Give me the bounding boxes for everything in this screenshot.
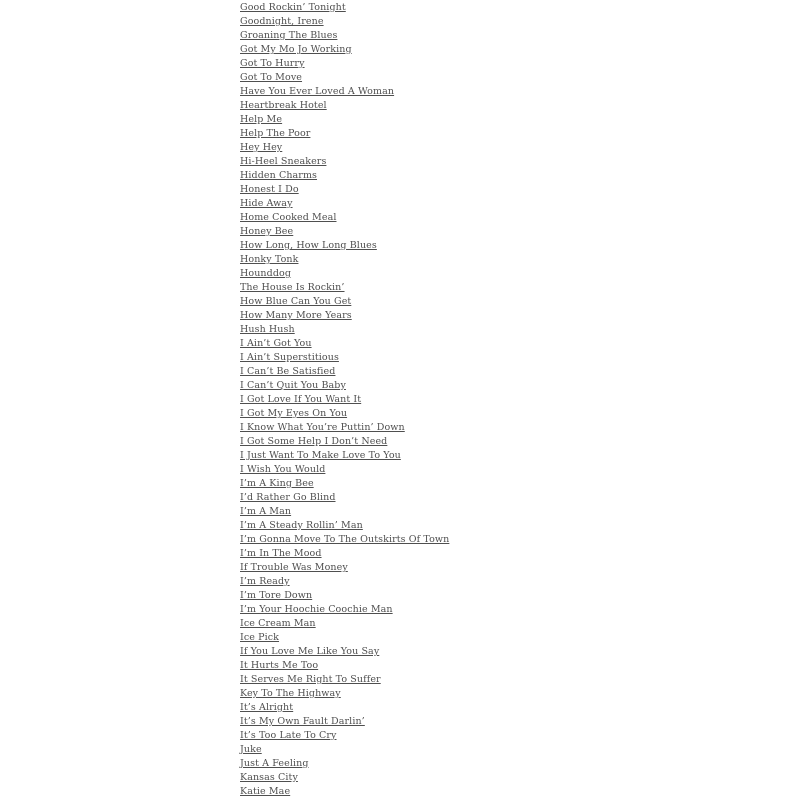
song-title-link[interactable]: I Got Love If You Want It [240,394,362,405]
list-item [240,643,449,657]
song-title-link[interactable]: Ice Pick [240,632,280,643]
list-item [240,461,449,475]
song-title-link[interactable]: I’m A King Bee [240,478,314,489]
list-item [240,489,449,503]
list-item [240,685,449,699]
list-item [240,167,449,181]
list-item [240,27,449,41]
song-title-link[interactable]: It’s Too Late To Cry [240,730,337,741]
list-item [240,195,449,209]
list-item [240,615,449,629]
list-item [240,13,449,27]
song-title-link[interactable]: I Got My Eyes On You [240,408,348,419]
list-item [240,587,449,601]
list-item [240,741,449,755]
list-item [240,307,449,321]
list-item [240,377,449,391]
song-title-link[interactable]: It’s Alright [240,702,294,713]
list-item [240,265,449,279]
song-title-link[interactable]: Hide Away [240,198,293,209]
song-title-link[interactable]: I’d Rather Go Blind [240,492,336,503]
list-item [240,321,449,335]
list-item [240,545,449,559]
list-item [240,97,449,111]
song-title-link[interactable]: Hey Hey [240,142,283,153]
song-title-link[interactable]: I’m In The Mood [240,548,322,559]
song-title-link[interactable]: Got My Mo Jo Working [240,44,352,55]
list-item [240,139,449,153]
song-title-link[interactable]: Heartbreak Hotel [240,100,327,111]
song-title-link[interactable]: I Just Want To Make Love To You [240,450,401,461]
song-title-link[interactable]: I’m A Steady Rollin’ Man [240,520,363,531]
song-title-link[interactable]: It Hurts Me Too [240,660,319,671]
list-item [240,83,449,97]
song-title-link[interactable]: How Long, How Long Blues [240,240,377,251]
list-item [240,517,449,531]
song-title-link[interactable]: Honest I Do [240,184,299,195]
list-item [240,0,449,13]
list-item [240,755,449,769]
song-title-link[interactable]: I Ain’t Superstitious [240,352,339,363]
list-item [240,41,449,55]
list-item [240,279,449,293]
list-item [240,405,449,419]
list-item [240,125,449,139]
song-title-link[interactable]: Honey Bee [240,226,294,237]
song-title-link[interactable]: I Can’t Quit You Baby [240,380,346,391]
song-title-link[interactable]: I Know What You’re Puttin’ Down [240,422,405,433]
song-title-link[interactable]: Just A Feeling [240,758,309,769]
list-item [240,503,449,517]
song-title-link[interactable]: I Can’t Be Satisfied [240,366,336,377]
song-title-link[interactable]: Hidden Charms [240,170,318,181]
song-title-link[interactable]: Key To The Highway [240,688,341,699]
song-title-link[interactable]: How Many More Years [240,310,352,321]
song-title-link[interactable]: I’m Tore Down [240,590,313,601]
song-title-link[interactable]: Got To Hurry [240,58,305,69]
list-item [240,601,449,615]
list-item [240,433,449,447]
list-item [240,573,449,587]
list-item [240,237,449,251]
list-item [240,727,449,741]
song-title-link[interactable]: Good Rockin’ Tonight [240,2,346,13]
list-item [240,69,449,83]
list-item [240,629,449,643]
song-title-link[interactable]: I Got Some Help I Don’t Need [240,436,388,447]
song-title-link[interactable]: I’m Ready [240,576,290,587]
list-item [240,55,449,69]
song-title-link[interactable]: It’s My Own Fault Darlin’ [240,716,365,727]
song-title-link[interactable]: Home Cooked Meal [240,212,337,223]
song-title-link[interactable]: How Blue Can You Get [240,296,352,307]
list-item [240,699,449,713]
song-title-link[interactable]: Hush Hush [240,324,295,335]
list-item [240,153,449,167]
list-item [240,671,449,685]
list-item [240,475,449,489]
song-title-link[interactable]: Juke [240,744,262,755]
song-title-link[interactable]: Kansas City [240,772,298,783]
song-title-link[interactable]: Honky Tonk [240,254,299,265]
list-item [240,769,449,783]
song-title-link[interactable]: Katie Mae [240,786,291,797]
song-title-link[interactable]: Got To Move [240,72,303,83]
song-title-link[interactable]: Ice Cream Man [240,618,316,629]
song-title-link[interactable]: Have You Ever Loved A Woman [240,86,395,97]
list-item [240,209,449,223]
list-item [240,111,449,125]
list-item [240,713,449,727]
song-title-link[interactable]: I Wish You Would [240,464,326,475]
song-title-list [240,0,449,797]
song-title-link[interactable]: The House Is Rockin’ [240,282,345,293]
song-title-link[interactable]: It Serves Me Right To Suffer [240,674,381,685]
song-title-link[interactable]: I’m Your Hoochie Coochie Man [240,604,393,615]
list-item [240,363,449,377]
song-title-link[interactable]: Hounddog [240,268,292,279]
song-title-link[interactable]: Help Me [240,114,283,125]
list-item [240,251,449,265]
list-item [240,783,449,797]
song-title-link[interactable]: If You Love Me Like You Say [240,646,380,657]
list-item [240,293,449,307]
list-item [240,349,449,363]
list-item [240,559,449,573]
list-item [240,447,449,461]
song-title-link[interactable]: Help The Poor [240,128,311,139]
list-item [240,223,449,237]
list-item [240,335,449,349]
song-title-link[interactable]: If Trouble Was Money [240,562,348,573]
song-title-link[interactable]: Goodnight, Irene [240,16,324,27]
song-title-link[interactable]: Groaning The Blues [240,30,338,41]
song-title-link[interactable]: I’m Gonna Move To The Outskirts Of Town [240,534,450,545]
song-title-link[interactable]: I Ain’t Got You [240,338,312,349]
list-item [240,391,449,405]
list-item [240,657,449,671]
list-item [240,531,449,545]
list-item [240,419,449,433]
list-item [240,181,449,195]
song-title-link[interactable]: Hi-Heel Sneakers [240,156,327,167]
song-title-link[interactable]: I’m A Man [240,506,292,517]
